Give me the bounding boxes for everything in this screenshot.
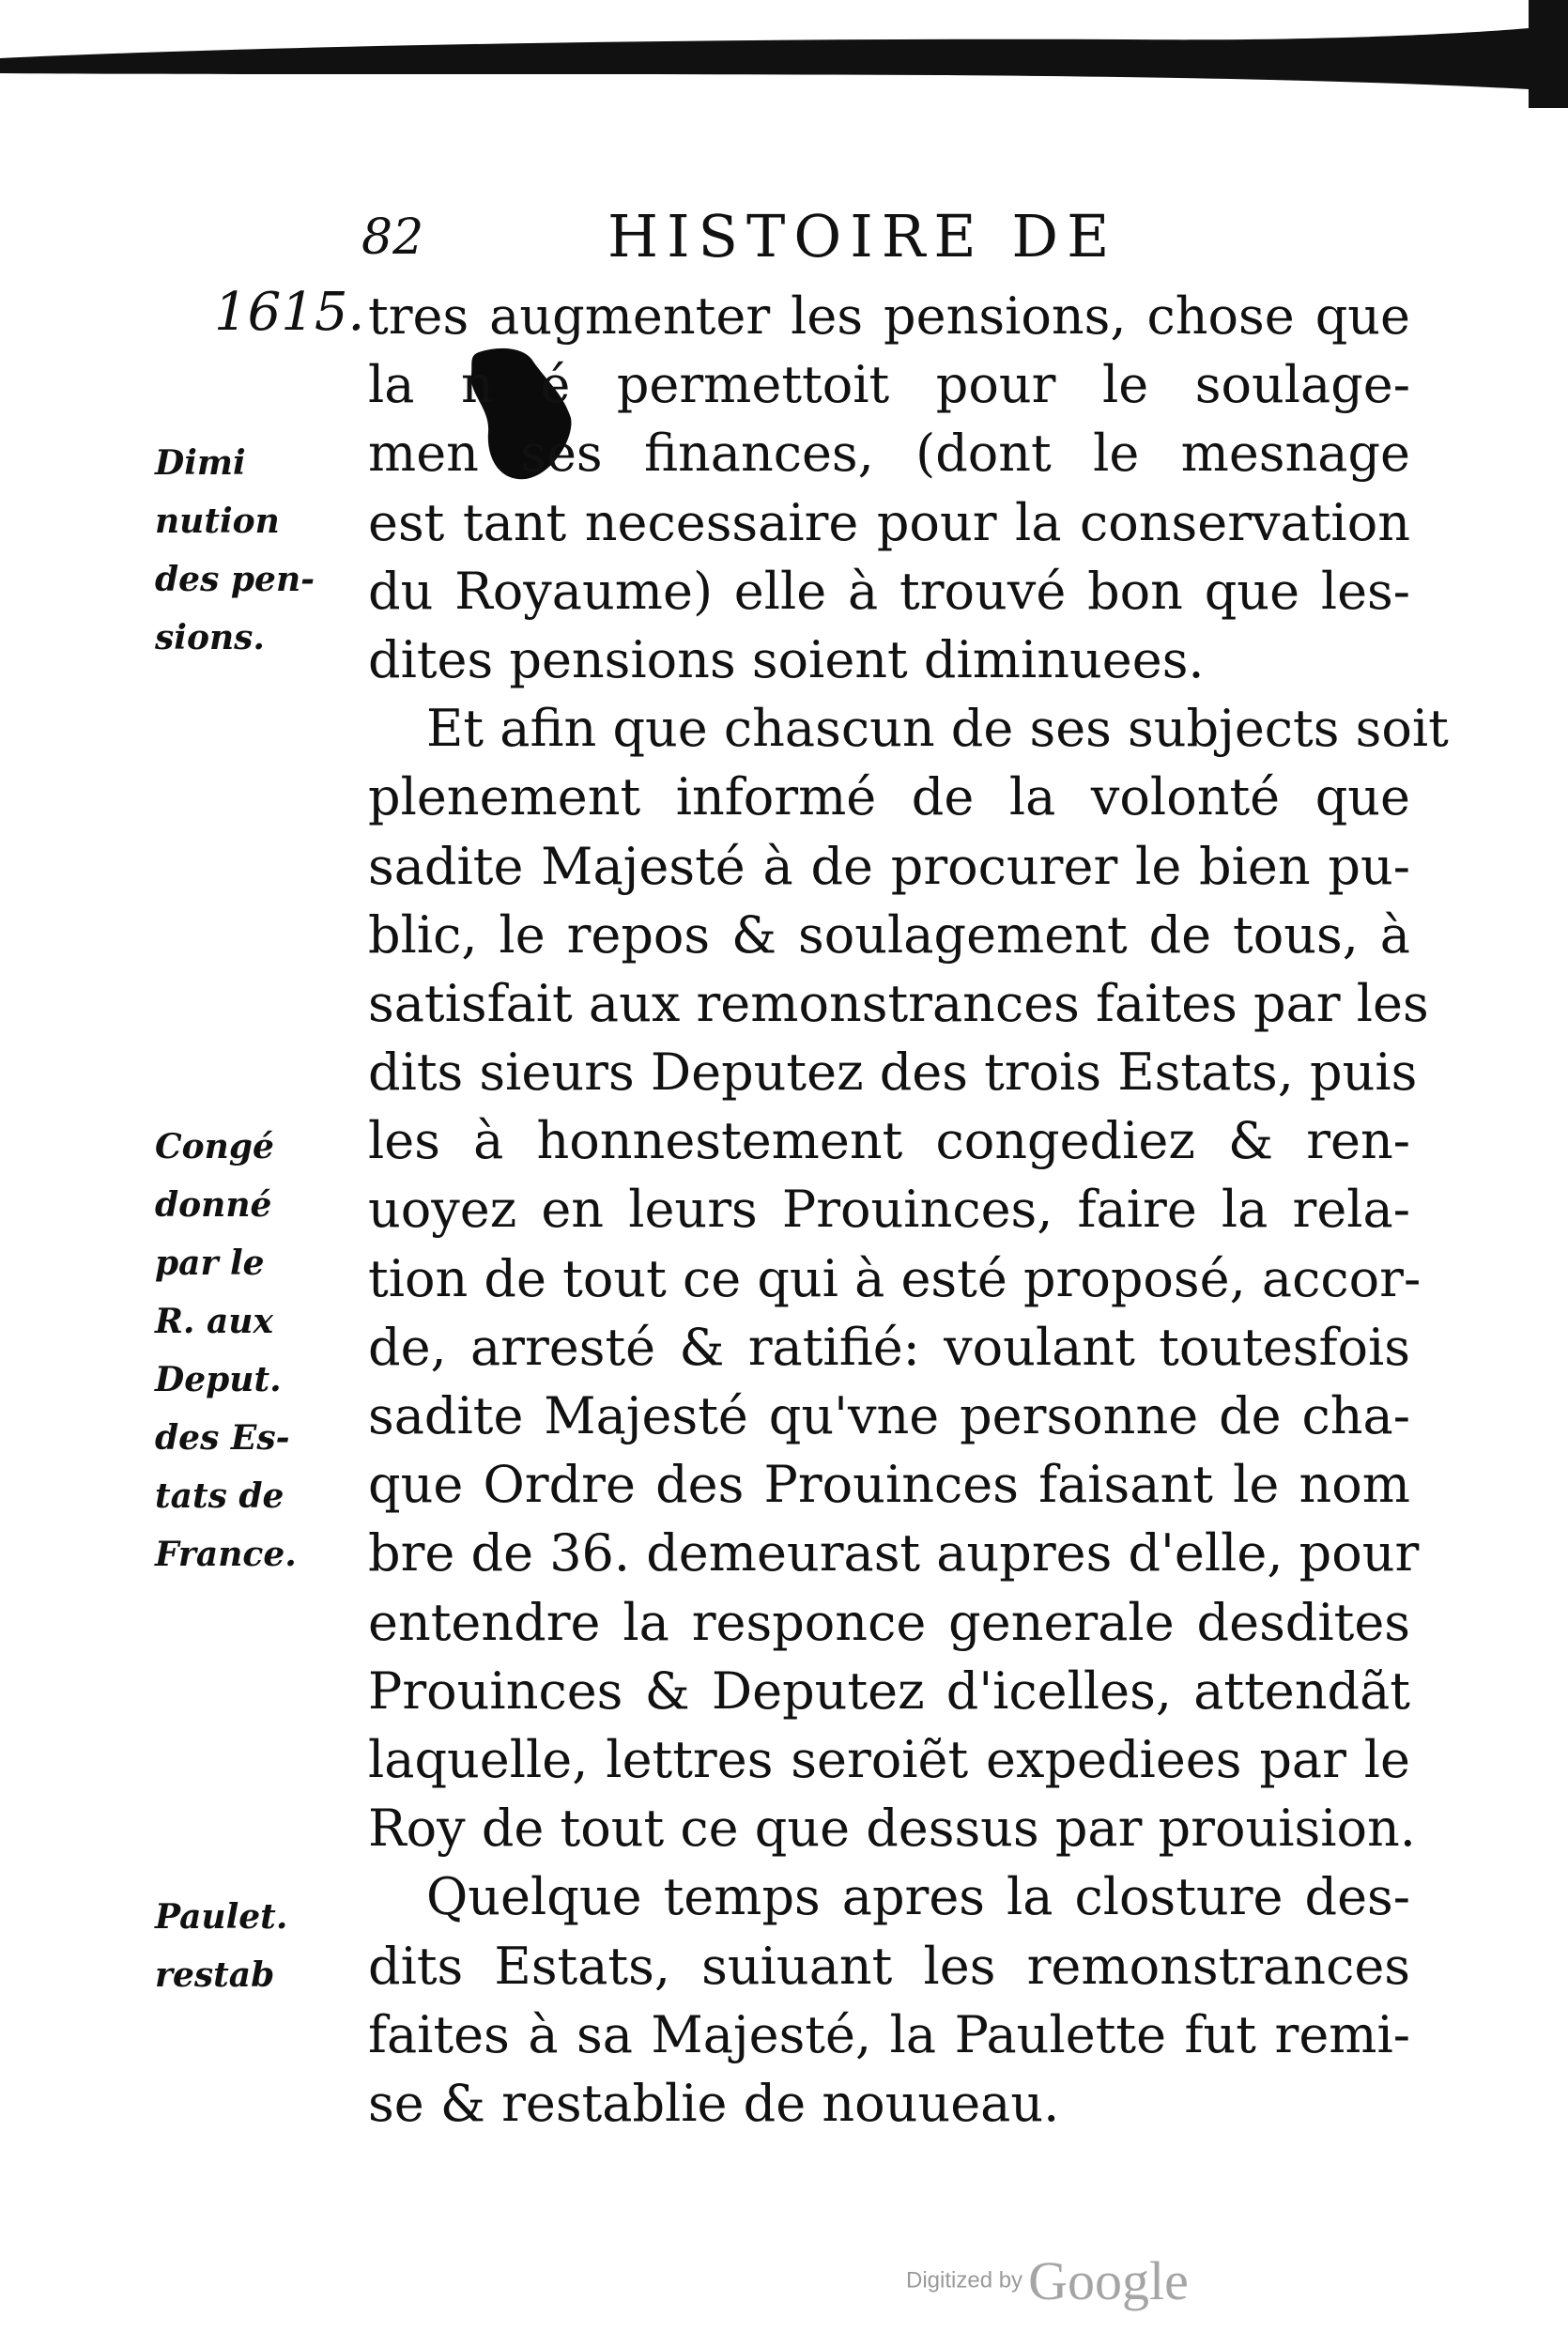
margin-note-line: par le — [155, 1244, 265, 1283]
text-line: uoyez en leurs Prouinces, faire la rela- — [368, 1180, 1410, 1240]
text-line: blic, le repos & soulagement de tous, à — [368, 904, 1410, 965]
margin-note-line: France. — [155, 1535, 297, 1574]
text-line: est tant necessaire pour la conservation — [368, 492, 1410, 552]
digitized-by-footer — [906, 2249, 1189, 2311]
margin-note-line: Dimi — [155, 443, 246, 483]
text-line: se & restablie de nouueau. — [368, 2073, 1060, 2133]
scan-edge-smear — [0, 0, 1568, 122]
text-line: Et afin que chascun de ses subjects soit — [426, 699, 1449, 759]
margin-note-conge — [155, 1118, 297, 1583]
text-line: Prouinces & Deputez d'icelles, attendãt — [368, 1661, 1410, 1721]
year-label: 1615. — [214, 282, 365, 343]
text-line: Roy de tout ce que dessus par prouision. — [368, 1799, 1416, 1859]
text-line: plenement informé de la volonté que — [368, 767, 1410, 827]
text-line: dits Estats, suiuant les remonstrances — [368, 1936, 1410, 1996]
page-header — [361, 202, 1300, 277]
margin-note-line: tats de — [155, 1476, 284, 1516]
margin-note-line: restab — [155, 1955, 275, 1995]
text-line: de, arresté & ratifié: voulant toutesfois — [368, 1317, 1410, 1377]
text-line: Quelque temps apres la closture des- — [426, 1867, 1410, 1927]
margin-note-diminution — [155, 434, 315, 667]
text-line: dites pensions soient diminuees. — [368, 629, 1205, 689]
page-number: 82 — [361, 209, 424, 266]
margin-note-line: Paulet. — [155, 1897, 288, 1937]
scan-edge-bar — [1529, 0, 1568, 108]
margin-note-line: des Es- — [155, 1418, 290, 1458]
text-line: satisfait aux remonstrances faites par les — [368, 973, 1429, 1033]
text-line: que Ordre des Prouinces faisant le nom — [368, 1455, 1410, 1515]
margin-note-line: sions. — [155, 618, 265, 657]
text-line: dits sieurs Deputez des trois Estats, puis — [368, 1043, 1418, 1103]
text-line: faites à sa Majesté, la Paulette fut remi- — [368, 2004, 1410, 2064]
text-line: laquelle, lettres seroiẽt expediees par le — [368, 1729, 1410, 1789]
google-wordmark: Google — [1028, 2250, 1189, 2311]
text-line: sadite Majesté qu'vne personne de cha- — [368, 1386, 1410, 1445]
margin-note-line: des pen- — [155, 560, 315, 599]
margin-note-line: donné — [155, 1185, 272, 1225]
margin-note-line: Deput. — [155, 1360, 282, 1399]
text-line: les à honnestement congediez & ren- — [368, 1111, 1410, 1171]
body-text — [368, 282, 1449, 2138]
margin-note-line: Congé — [155, 1127, 274, 1166]
margin-note-line: R. aux — [155, 1302, 273, 1341]
text-line: men ses finances, (dont le mesnage — [368, 424, 1410, 484]
text-line: bre de 36. demeurast aupres d'elle, pour — [368, 1523, 1420, 1583]
text-line: sadite Majesté à de procurer le bien pu- — [368, 836, 1410, 896]
margin-note-paulet — [155, 1888, 287, 2004]
text-line: du Royaume) elle à trouvé bon que les- — [368, 561, 1410, 621]
text-line: la n é permettoit pour le soulage- — [368, 355, 1410, 415]
margin-note-line: nution — [155, 502, 280, 541]
text-line: tion de tout ce qui à esté proposé, accor- — [368, 1248, 1422, 1308]
text-line: tres augmenter les pensions, chose que — [368, 286, 1410, 346]
running-title: HISTOIRE DE — [607, 202, 1118, 270]
digitized-label: Digitized by — [906, 2267, 1023, 2294]
text-line: entendre la responce generale desdites — [368, 1592, 1410, 1652]
